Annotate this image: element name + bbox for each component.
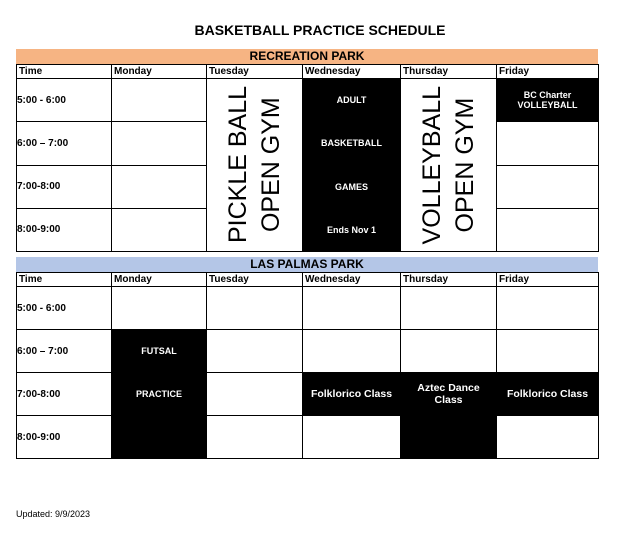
thursday-block-cell	[401, 416, 497, 459]
col-wednesday: Wednesday	[303, 65, 401, 79]
games-cell: GAMES	[303, 165, 401, 208]
col-friday: Friday	[497, 65, 599, 79]
empty-cell	[401, 330, 497, 373]
table-row	[17, 165, 599, 208]
col-time: Time	[17, 65, 112, 79]
recreation-park-header: RECREATION PARK	[16, 49, 598, 64]
table-row	[17, 122, 599, 165]
empty-cell	[207, 416, 303, 459]
time-cell: 5:00 - 6:00	[17, 79, 112, 122]
empty-cell	[401, 287, 497, 330]
empty-cell	[497, 416, 599, 459]
empty-cell	[303, 287, 401, 330]
time-cell: 8:00-9:00	[17, 416, 112, 459]
pickleball-open-gym-cell	[207, 79, 303, 252]
volleyball-open-gym-cell	[401, 79, 497, 252]
col-time: Time	[17, 273, 112, 287]
col-tuesday: Tuesday	[207, 273, 303, 287]
table-row	[17, 373, 599, 416]
empty-cell	[112, 122, 207, 165]
basketball-cell: BASKETBALL	[303, 122, 401, 165]
empty-cell	[497, 287, 599, 330]
time-cell: 7:00-8:00	[17, 373, 112, 416]
table-row	[17, 287, 599, 330]
adult-cell: ADULT	[303, 79, 401, 122]
page-title: BASKETBALL PRACTICE SCHEDULE	[194, 22, 446, 38]
empty-cell	[112, 165, 207, 208]
empty-cell	[207, 287, 303, 330]
header-row	[17, 65, 599, 79]
col-friday: Friday	[497, 273, 599, 287]
aztec-dance-cell: Aztec Dance Class	[401, 373, 497, 416]
volleyball-open-gym-text: VOLLEYBALL OPEN GYM	[417, 85, 479, 245]
practice-cell: PRACTICE	[112, 373, 207, 416]
col-wednesday: Wednesday	[303, 273, 401, 287]
empty-cell	[207, 330, 303, 373]
header-row	[17, 273, 599, 287]
empty-cell	[497, 330, 599, 373]
empty-cell	[303, 416, 401, 459]
empty-cell	[207, 373, 303, 416]
table-row	[17, 79, 599, 122]
empty-cell	[497, 165, 599, 208]
folklorico-wednesday-cell: Folklorico Class	[303, 373, 401, 416]
ends-nov-1-cell: Ends Nov 1	[303, 208, 401, 251]
empty-cell	[497, 208, 599, 251]
empty-cell	[497, 122, 599, 165]
time-cell: 8:00-9:00	[17, 208, 112, 251]
las-palmas-park-header: LAS PALMAS PARK	[16, 257, 598, 272]
folklorico-friday-cell: Folklorico Class	[497, 373, 599, 416]
futsal-cell: FUTSAL	[112, 330, 207, 373]
col-monday: Monday	[112, 273, 207, 287]
empty-cell	[303, 330, 401, 373]
col-monday: Monday	[112, 65, 207, 79]
table-row	[17, 416, 599, 459]
time-cell: 5:00 - 6:00	[17, 287, 112, 330]
col-thursday: Thursday	[401, 65, 497, 79]
table-row	[17, 330, 599, 373]
empty-cell	[112, 79, 207, 122]
pickleball-open-gym-text: PICKLE BALL OPEN GYM	[223, 86, 285, 244]
recreation-park-table	[16, 64, 599, 252]
table-row	[17, 208, 599, 251]
time-cell: 7:00-8:00	[17, 165, 112, 208]
col-tuesday: Tuesday	[207, 65, 303, 79]
monday-block-cell	[112, 416, 207, 459]
empty-cell	[112, 208, 207, 251]
col-thursday: Thursday	[401, 273, 497, 287]
time-cell: 6:00 – 7:00	[17, 122, 112, 165]
empty-cell	[112, 287, 207, 330]
time-cell: 6:00 – 7:00	[17, 330, 112, 373]
updated-date: Updated: 9/9/2023	[16, 509, 91, 519]
las-palmas-park-table	[16, 272, 599, 459]
bc-charter-volleyball-cell: BC Charter VOLLEYBALL	[497, 79, 599, 122]
